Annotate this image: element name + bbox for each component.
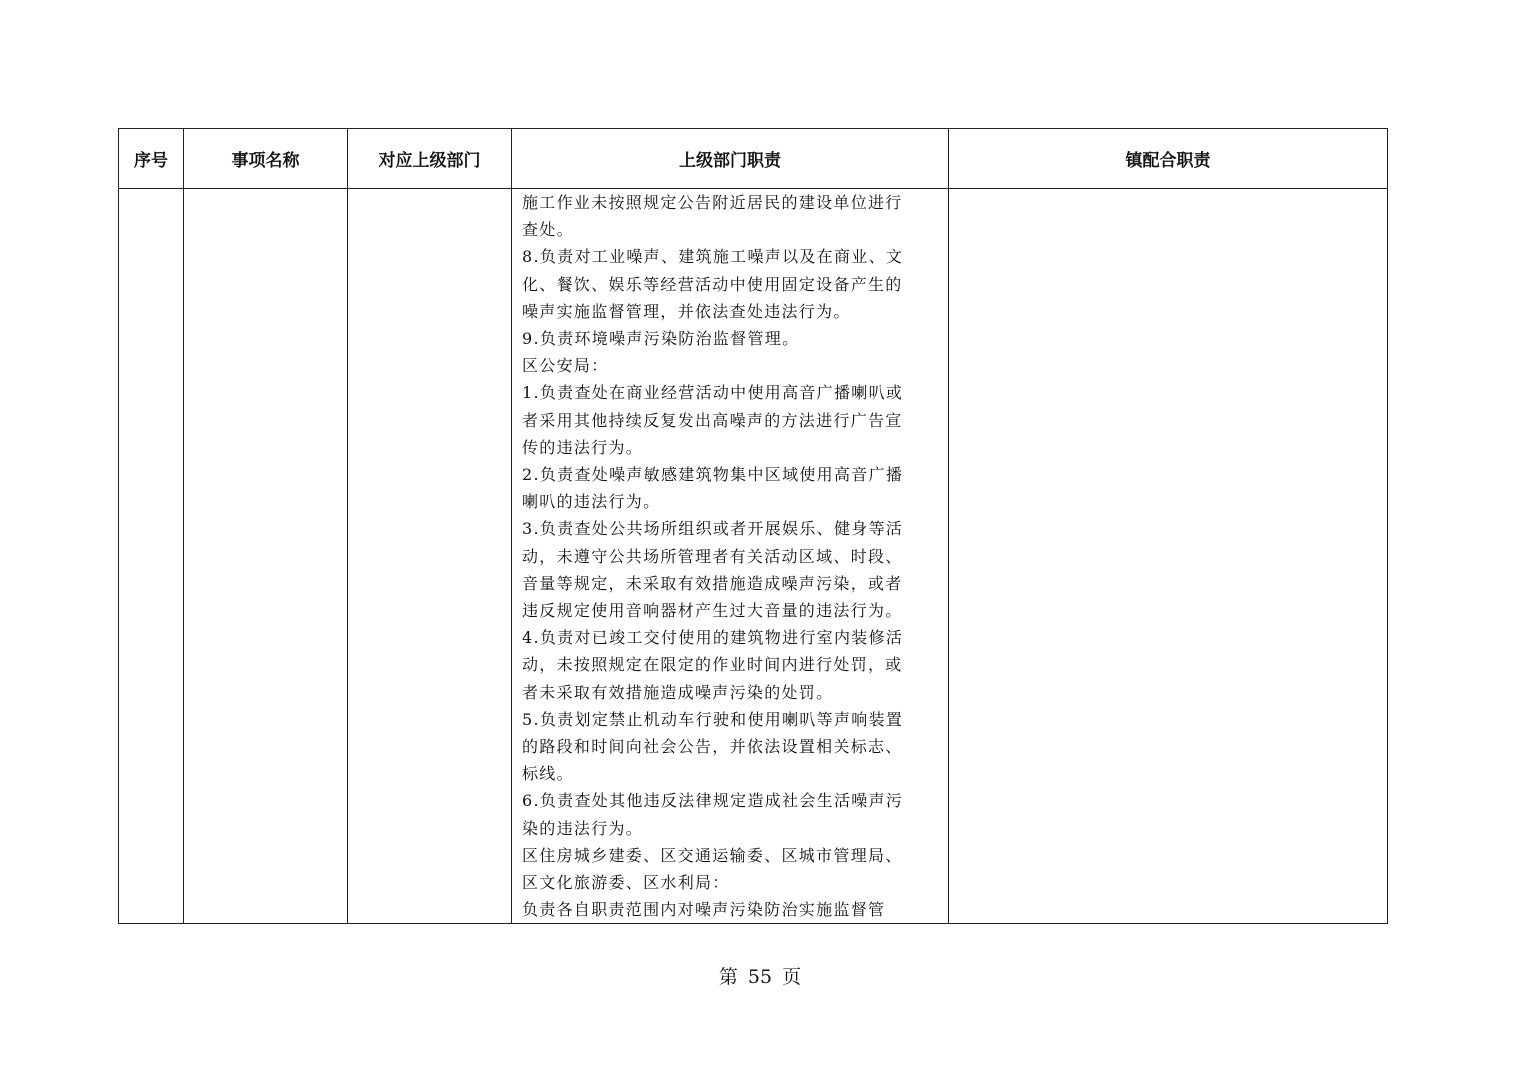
duty-line: 传的违法行为。 xyxy=(522,437,644,457)
duty-line: 染的违法行为。 xyxy=(522,818,644,838)
duty-line: 者采用其他持续反复发出高噪声的方法进行广告宣 xyxy=(522,410,903,430)
duty-line: 2.负责查处噪声敏感建筑物集中区域使用高音广播 xyxy=(522,465,904,485)
duty-line: 动，未按照规定在限定的作业时间内进行处罚，或 xyxy=(522,655,903,675)
duty-line: 负责各自职责范围内对噪声污染防治实施监督管 xyxy=(522,900,886,920)
cell-superior-dept xyxy=(348,189,512,924)
duty-line: 查处。 xyxy=(522,220,574,240)
cell-superior-duty xyxy=(512,189,949,924)
duty-line: 3.负责查处公共场所组织或者开展娱乐、健身等活 xyxy=(522,519,904,539)
superior-duty-text xyxy=(522,189,938,923)
duty-line: 施工作业未按照规定公告附近居民的建设单位进行 xyxy=(522,193,903,212)
table-header-row xyxy=(119,129,1388,189)
duty-line: 区公安局： xyxy=(522,356,609,376)
duty-line: 6.负责查处其他违反法律规定造成社会生活噪声污 xyxy=(522,791,904,811)
duty-line: 动，未遵守公共场所管理者有关活动区域、时段、 xyxy=(522,546,903,566)
cell-item-name xyxy=(184,189,348,924)
page-prefix: 第 xyxy=(718,966,738,988)
duty-line: 噪声实施监督管理，并依法查处违法行为。 xyxy=(522,301,851,321)
duty-line: 化、餐饮、娱乐等经营活动中使用固定设备产生的 xyxy=(522,274,903,294)
duty-line: 标线。 xyxy=(522,764,574,784)
duty-line: 区文化旅游委、区水利局： xyxy=(522,873,730,893)
header-superior-duty: 上级部门职责 xyxy=(512,129,949,189)
table-row xyxy=(119,189,1388,924)
page-suffix: 页 xyxy=(782,966,802,988)
duty-line: 5.负责划定禁止机动车行驶和使用喇叭等声响装置 xyxy=(522,709,904,729)
duty-line: 者未采取有效措施造成噪声污染的处罚。 xyxy=(522,682,834,702)
duty-line: 4.负责对已竣工交付使用的建筑物进行室内装修活 xyxy=(522,628,904,648)
responsibility-table xyxy=(118,128,1388,924)
cell-index xyxy=(119,189,184,924)
header-index: 序号 xyxy=(119,129,184,189)
duty-line: 区住房城乡建委、区交通运输委、区城市管理局、 xyxy=(522,845,903,865)
page-number: 55 xyxy=(747,966,773,988)
duty-line: 8.负责对工业噪声、建筑施工噪声以及在商业、文 xyxy=(522,247,904,267)
duty-line: 音量等规定，未采取有效措施造成噪声污染，或者 xyxy=(522,573,903,593)
cell-town-duty xyxy=(949,189,1388,924)
duty-line: 违反规定使用音响器材产生过大音量的违法行为。 xyxy=(522,601,903,621)
duty-line: 9.负责环境噪声污染防治监督管理。 xyxy=(522,329,800,349)
header-superior-dept: 对应上级部门 xyxy=(348,129,512,189)
page-footer xyxy=(0,962,1520,989)
header-item-name: 事项名称 xyxy=(184,129,348,189)
header-town-duty: 镇配合职责 xyxy=(949,129,1388,189)
duty-line: 的路段和时间向社会公告，并依法设置相关标志、 xyxy=(522,737,903,757)
duty-line: 1.负责查处在商业经营活动中使用高音广播喇叭或 xyxy=(522,383,904,403)
duty-line: 喇叭的违法行为。 xyxy=(522,492,661,512)
